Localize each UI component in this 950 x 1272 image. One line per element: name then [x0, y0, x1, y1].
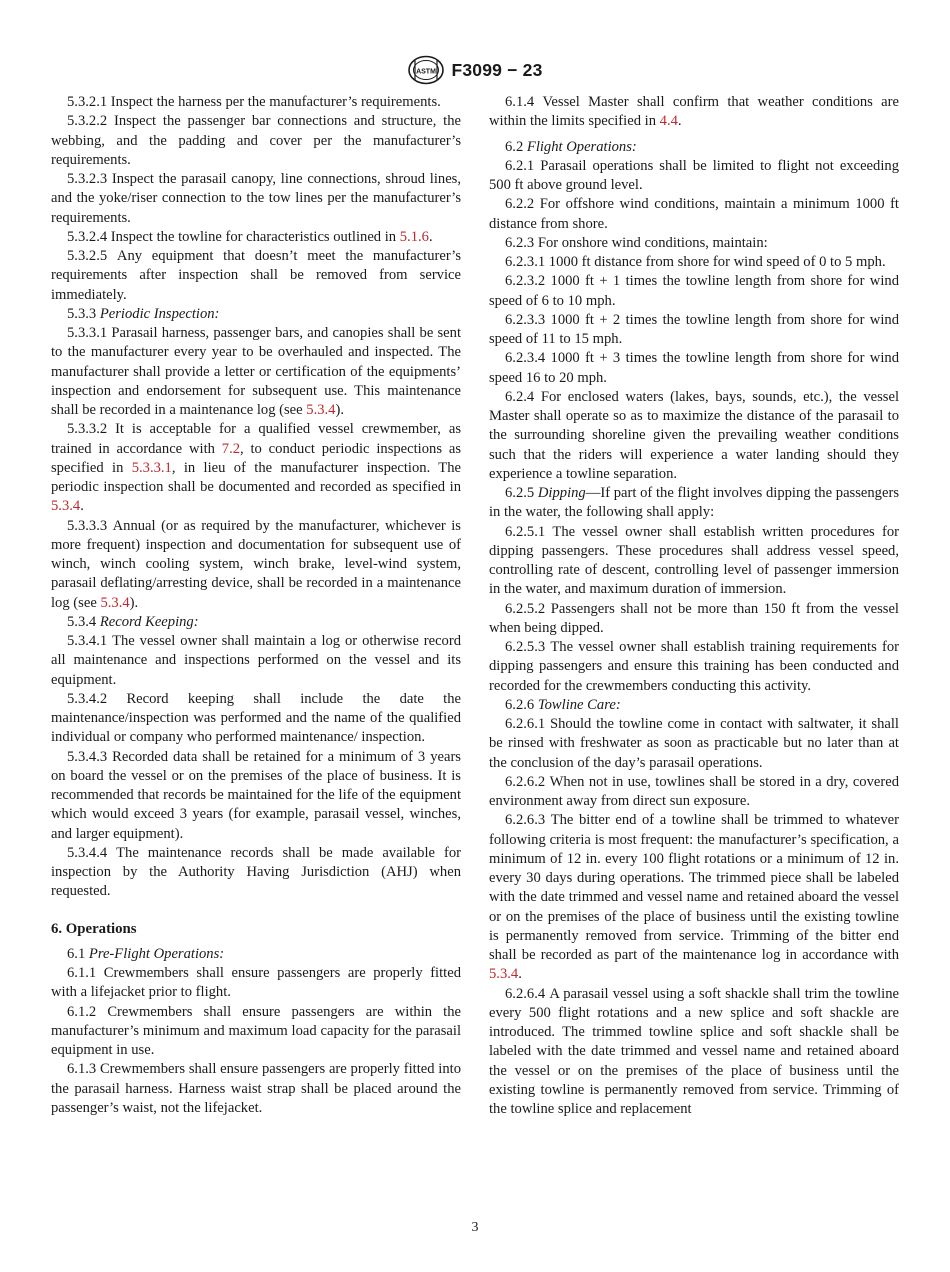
standard-designation: F3099 − 23 — [451, 59, 543, 80]
paragraph — [51, 247, 461, 305]
clause-number: 5.3.3.3 — [67, 517, 108, 534]
clause-number: 5.3.3 — [67, 305, 97, 322]
paragraph — [51, 420, 461, 516]
cross-reference-link[interactable]: 5.3.4 — [100, 594, 130, 611]
clause-text: Crewmembers shall ensure passengers are properly fitted with a lifejacket prior to flight. — [51, 965, 461, 1001]
clause-number: 6.2.6.2 — [505, 773, 546, 790]
paragraph — [489, 600, 899, 639]
cross-reference-link[interactable]: 5.3.4 — [306, 402, 336, 418]
paragraph — [51, 690, 461, 748]
clause-number: 6.1.2 — [67, 1003, 97, 1020]
clause-number: 6.1.1 — [67, 965, 97, 981]
clause-text: The maintenance records shall be made available for inspection by the Authority Having Jurisdiction (AHJ) when requested. — [51, 844, 461, 900]
clause-text: Inspect the parasail canopy, line connections, shroud lines, and the yoke/riser connection to the tow lines per the manufacturer’s requirements. — [51, 171, 461, 226]
clause-text: 1000 ft distance from shore for wind speed of 0 to 5 mph. — [548, 254, 886, 270]
clause-text: ). — [335, 402, 344, 418]
clause-text: The vessel owner shall establish training requirements for dipping passengers and ensure this training has been conducted and recorded for the crewmembers conducting this activity. — [489, 639, 899, 694]
clause-number: 6.2 — [505, 138, 524, 155]
paragraph — [489, 311, 899, 350]
paragraph — [489, 523, 899, 600]
clause-number: 6.1 — [67, 945, 86, 962]
paragraph — [51, 844, 461, 902]
clause-text: —If part of the flight involves dipping the passengers in the water, the following shall apply: — [489, 485, 899, 521]
clause-text: When not in use, towlines shall be stored in a dry, covered environment away from direct sun exposure. — [489, 773, 900, 809]
paragraph — [51, 748, 461, 844]
clause-text: , to conduct periodic inspections as specified in — [51, 440, 462, 476]
clause-number: 6.2.3.4 — [505, 350, 546, 367]
clause-title: Record Keeping: — [99, 613, 199, 630]
clause-number: 5.3.2.2 — [67, 113, 108, 130]
paragraph — [489, 638, 899, 696]
paragraph — [51, 324, 461, 420]
paragraph — [489, 93, 899, 132]
clause-number: 5.3.4 — [67, 613, 97, 630]
paragraph — [51, 964, 461, 1003]
paragraph — [51, 170, 461, 228]
paragraph — [489, 773, 899, 812]
paragraph — [489, 484, 899, 523]
clause-title: Towline Care: — [537, 696, 621, 713]
clause-text: . — [677, 113, 682, 130]
clause-number: 6.2.3.2 — [505, 273, 546, 290]
paragraph — [51, 93, 461, 112]
clause-number: 5.3.3.2 — [67, 421, 108, 438]
paragraph — [489, 985, 899, 1120]
clause-text: Recorded data shall be retained for a minimum of 3 years on board the vessel or on the premises of the place of business. It is recommended that records be maintained for the life of the equipment which would exceed 3 years (for example, parasail vessel, winches, and larger equipment). — [51, 748, 461, 842]
clause-title: Periodic Inspection: — [99, 305, 220, 322]
clause-text: 1000 ft + 3 times the towline length from shore for wind speed 16 to 20 mph. — [489, 350, 899, 386]
cross-reference-link[interactable]: 5.3.4 — [489, 966, 519, 983]
paragraph — [489, 138, 899, 157]
clause-number: 5.3.2.4 — [67, 228, 108, 245]
cross-reference-link[interactable]: 7.2 — [221, 440, 241, 457]
clause-text: The vessel owner shall establish written procedures for dipping passengers. These procedures shall address vessel speed, controlling rate of descent, controlling level of passenger immersion in the water, and maximum duration of immersion. — [489, 523, 899, 598]
clause-text: Inspect the passenger bar connections and structure, the webbing, and the padding and cover per the manufacturer’s requirements. — [51, 113, 462, 168]
page-header — [0, 56, 950, 84]
paragraph — [51, 1060, 461, 1118]
clause-number: 5.3.4.2 — [67, 690, 108, 707]
clause-text: Parasail harness, passenger bars, and canopies shall be sent to the manufacturer every year to be overhauled and inspected. The manufacturer shall provide a letter or certification of the equipments’ inspection and endorsement for subsequent use. This maintenance shall be recorded in a maintenance log (see — [51, 325, 461, 418]
clause-number: 6.1.3 — [67, 1061, 97, 1078]
clause-number: 6.2.2 — [505, 196, 535, 213]
cross-reference-link[interactable]: 4.4 — [659, 113, 678, 130]
clause-text: ). — [129, 594, 139, 611]
paragraph — [51, 112, 461, 170]
clause-text: . — [518, 966, 522, 983]
clause-number: 6.2.6.4 — [505, 985, 546, 1002]
clause-text: It is acceptable for a qualified vessel crewmember, as trained in accordance with — [51, 421, 461, 457]
paragraph — [51, 632, 461, 690]
clause-number: 5.3.2.1 — [67, 94, 108, 110]
clause-title: Pre-Flight Operations: — [88, 945, 225, 962]
paragraph — [489, 811, 899, 984]
clause-text: For onshore wind conditions, maintain: — [537, 234, 768, 251]
clause-number: 5.3.4.3 — [67, 748, 108, 765]
clause-number: 5.3.4.1 — [67, 633, 108, 649]
clause-text: Crewmembers shall ensure passengers are within the manufacturer’s minimum and maximum load capacity for the parasail equipment in use. — [51, 1003, 462, 1058]
section-heading: 6. Operations — [51, 920, 137, 937]
paragraph — [51, 228, 461, 247]
clause-number: 6.2.5.2 — [505, 600, 546, 617]
cross-reference-link[interactable]: 5.3.4 — [51, 498, 81, 515]
paragraph — [51, 1003, 461, 1061]
clause-number: 6.2.6.3 — [505, 812, 546, 829]
clause-text: For enclosed waters (lakes, bays, sounds, etc.), the vessel Master shall operate so as to maximize the distance of the parasail to the surrounding shoreline given the prevailing weather conditions such that the riders will experience a water landing should they experience a towline separation. — [489, 388, 899, 482]
clause-number: 6.2.3.3 — [505, 311, 546, 328]
paragraph — [489, 195, 899, 234]
clause-text: . — [428, 228, 433, 245]
paragraph — [51, 945, 461, 964]
clause-title: Flight Operations: — [526, 138, 637, 155]
paragraph — [489, 157, 899, 196]
paragraph — [51, 517, 461, 613]
clause-text: , in lieu of the manufacturer inspection. The periodic inspection shall be documented and recorded as specified in — [51, 459, 461, 495]
clause-number: 6.2.6 — [505, 696, 535, 713]
clause-text: Parasail operations shall be limited to flight not exceeding 500 ft above ground level. — [489, 157, 899, 193]
paragraph — [489, 349, 899, 388]
paragraph — [489, 388, 899, 484]
paragraph — [489, 696, 899, 715]
clause-text: Inspect the harness per the manufacturer’s requirements. — [110, 94, 441, 110]
paragraph — [489, 253, 899, 272]
clause-text: For offshore wind conditions, maintain a minimum 1000 ft distance from shore. — [489, 196, 899, 232]
left-column — [51, 93, 461, 1118]
paragraph — [489, 715, 899, 773]
clause-text: Inspect the towline for characteristics outlined in — [110, 228, 400, 245]
page-number: 3 — [471, 1220, 479, 1235]
clause-text: Vessel Master shall confirm that weather conditions are within the limits specified in — [489, 94, 899, 130]
cross-reference-link[interactable]: 5.3.3.1 — [131, 459, 172, 476]
clause-number: 5.3.4.4 — [67, 844, 108, 861]
paragraph — [51, 613, 461, 632]
astm-logo — [407, 55, 445, 85]
clause-text: Crewmembers shall ensure passengers are properly fitted into the parasail harness. Harness waist strap shall be placed around the passenger’s waist, not the lifejacket. — [51, 1061, 461, 1116]
clause-text: 1000 ft + 1 times the towline length from shore for wind speed of 6 to 10 mph. — [489, 273, 899, 309]
cross-reference-link[interactable]: 5.1.6 — [399, 228, 429, 245]
clause-text: The bitter end of a towline shall be trimmed to whatever following criteria is most frequent: the manufacturer’s specification, a minimum of 12 in. every 100 flight rotations or a minimum of 12 in. every 30 days during operations. The trimmed piece shall be labeled with the date trimmed and vessel name and retained aboard the vessel or on the premises of the place of business until the existing towline is permanently removed from service. Trimming of the bitter end shall be recorded as part of the maintenance log in accordance with — [489, 812, 899, 963]
clause-number: 6.2.5.1 — [505, 523, 546, 540]
clause-text: Should the towline come in contact with saltwater, it shall be rinsed with freshwater as soon as practicable but no later than at the conclusion of the day’s parasail operations. — [489, 716, 899, 771]
clause-text: Passengers shall not be more than 150 ft from the vessel when being dipped. — [489, 600, 899, 636]
clause-title: Dipping — [537, 485, 586, 501]
clause-number: 5.3.3.1 — [67, 325, 108, 341]
clause-text: Annual (or as required by the manufacturer, whichever is more frequent) inspection and documentation for subsequent use of winch, winch cooling system, winch brake, level-wind system, parasail deflating/arresting device, shall be recorded in a maintenance log (see — [51, 517, 461, 611]
clause-number: 6.2.6.1 — [505, 716, 546, 732]
clause-number: 6.2.5 — [505, 485, 535, 501]
clause-number: 6.2.1 — [505, 157, 535, 174]
clause-text: . — [80, 498, 84, 515]
paragraph — [51, 305, 461, 324]
clause-number: 6.2.5.3 — [505, 639, 546, 655]
clause-text: Any equipment that doesn’t meet the manufacturer’s requirements after inspection shall be removed from service immediately. — [51, 248, 461, 303]
paragraph — [489, 272, 899, 311]
clause-text: The vessel owner shall maintain a log or otherwise record all maintenance and inspections performed on the vessel and its equipment. — [51, 633, 461, 688]
clause-text: 1000 ft + 2 times the towline length from shore for wind speed of 11 to 15 mph. — [489, 311, 899, 347]
clause-number: 6.2.4 — [505, 388, 535, 405]
logo-lettering: ASTM — [416, 68, 437, 76]
clause-text: A parasail vessel using a soft shackle shall trim the towline every 500 flight rotations and a new splice and soft shackle are introduced. The trimmed towline splice and soft shackle shall be labeled with the date trimmed and vessel name and retained aboard the vessel or on the premises of the place of business until the existing towline is permanently removed from service. Trimming of the towline splice and replacement — [489, 985, 899, 1117]
right-column — [489, 93, 899, 1119]
paragraph — [489, 234, 899, 253]
clause-number: 5.3.2.3 — [67, 171, 108, 187]
clause-text: Record keeping shall include the date the maintenance/inspection was performed and the name of the qualified individual or company who performed maintenance/ inspection. — [51, 690, 461, 746]
clause-number: 6.2.3 — [505, 234, 535, 251]
clause-number: 6.1.4 — [505, 94, 535, 110]
clause-number: 6.2.3.1 — [505, 254, 546, 270]
clause-number: 5.3.2.5 — [67, 248, 108, 264]
